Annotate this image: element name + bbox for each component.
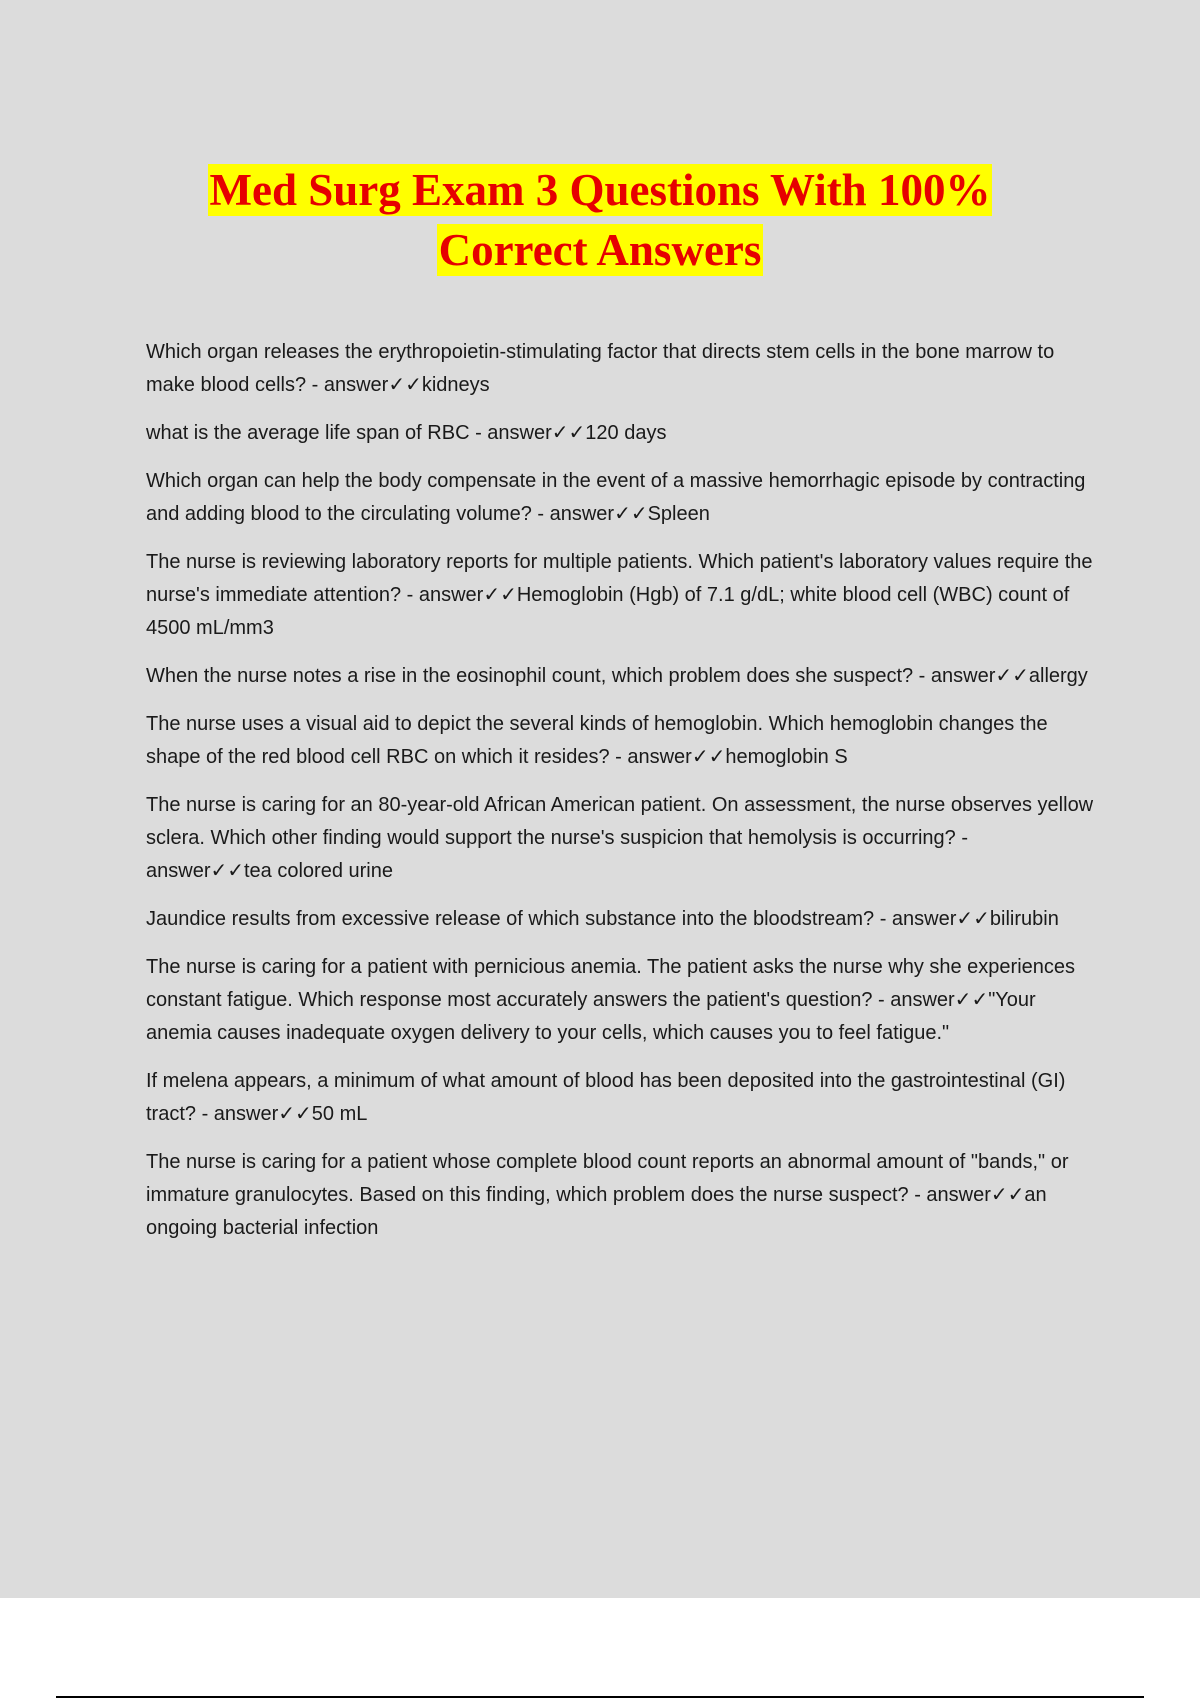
- footer-divider: [56, 1696, 1144, 1698]
- qa-item-9: The nurse is caring for a patient with pernicious anemia. The patient asks the nurse why she experiences constant fatigue. Which response most accurately answers the patient's question? - answer✓✓"Your anemia causes inadequate oxygen delivery to your cells, which causes you to feel fatigue.": [146, 956, 1076, 1044]
- qa-item-8: Jaundice results from excessive release of which substance into the bloodstream? - answer✓✓bilirubin: [146, 908, 1059, 930]
- page-title: [0, 164, 1200, 284]
- qa-item-4: The nurse is reviewing laboratory reports for multiple patients. Which patient's laboratory values require the nurse's immediate attention? - answer✓✓Hemoglobin (Hgb) of 7.1 g/dL; white blood cell (WBC) count of 4500 mL/mm3: [146, 551, 1093, 639]
- title-line-2: Correct Answers: [438, 225, 762, 275]
- qa-item-3: Which organ can help the body compensate in the event of a massive hemorrhagic episode by contracting and adding blood to the circulating volume? - answer✓✓Spleen: [146, 470, 1086, 525]
- question-answer-list: [146, 336, 1096, 1260]
- qa-item-11: The nurse is caring for a patient whose complete blood count reports an abnormal amount of "bands," or immature granulocytes. Based on this finding, which problem does the nurse suspect? - answer✓✓an ongoing bacterial infection: [146, 1151, 1069, 1239]
- qa-item-2: what is the average life span of RBC - answer✓✓120 days: [146, 422, 667, 444]
- qa-item-7: The nurse is caring for an 80-year-old African American patient. On assessment, the nurse observes yellow sclera. Which other finding would support the nurse's suspicion that hemolysis is occurring? - answer✓✓tea colored urine: [146, 794, 1094, 882]
- qa-item-6: The nurse uses a visual aid to depict the several kinds of hemoglobin. Which hemoglobin changes the shape of the red blood cell RBC on which it resides? - answer✓✓hemoglobin S: [146, 713, 1048, 768]
- qa-item-1: Which organ releases the erythropoietin-stimulating factor that directs stem cells in the bone marrow to make blood cells? - answer✓✓kidneys: [146, 341, 1055, 396]
- qa-item-10: If melena appears, a minimum of what amount of blood has been deposited into the gastrointestinal (GI) tract? - answer✓✓50 mL: [146, 1070, 1066, 1125]
- qa-item-5: When the nurse notes a rise in the eosinophil count, which problem does she suspect? - answer✓✓allergy: [146, 665, 1088, 687]
- title-line-1: Med Surg Exam 3 Questions With 100%: [209, 165, 991, 215]
